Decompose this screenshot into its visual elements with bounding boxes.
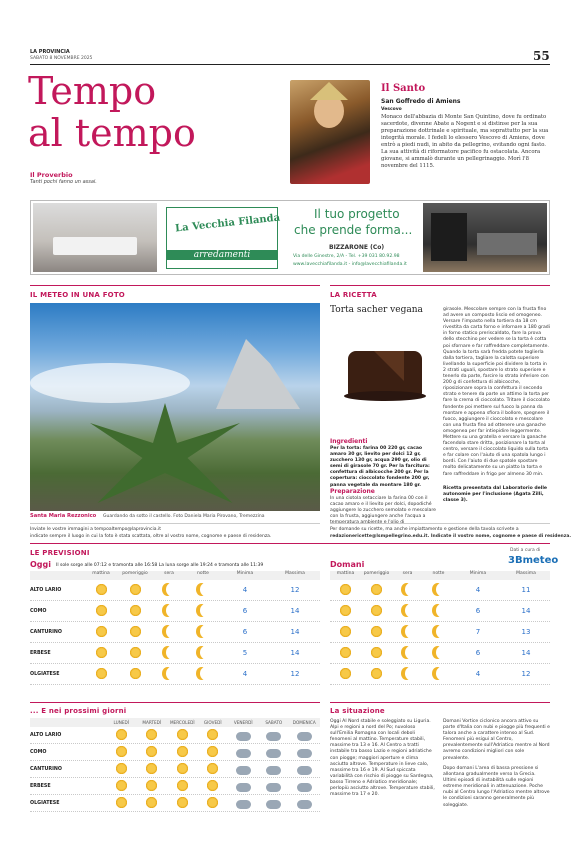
ricetta-rule: [330, 285, 550, 286]
foto-caption-title: Santa Maria Rezzonico: [30, 513, 97, 519]
domani-label: Domani: [330, 560, 365, 569]
city-label: OLGIATESE: [30, 800, 60, 806]
temp-max: 13: [521, 628, 531, 636]
outlook-row: [30, 744, 320, 761]
sun-icon: [95, 604, 108, 617]
proverbio-text: Tanti pochi fanno un assai.: [30, 179, 97, 185]
cloud-icon: [266, 749, 281, 758]
oggi-astro: Il sole sorge alle 07:12 e tramonta alle 16:58 La luna sorge alle 19:24 e tramonta alle 11:39: [56, 563, 264, 568]
ad-slogan-1: Il tuo progetto: [314, 207, 400, 221]
moon-icon: [405, 583, 416, 596]
sun-icon: [370, 583, 383, 596]
foto-heading: IL METEO IN UNA FOTO: [30, 291, 125, 299]
col-minima: Minima: [236, 571, 254, 576]
col-pomeriggio: pomeriggio: [122, 571, 148, 576]
sun-icon: [95, 667, 108, 680]
cloud-icon: [236, 749, 251, 758]
paper-name: LA PROVINCIA: [30, 49, 70, 55]
city-label: COMO: [30, 749, 47, 755]
cake-photo: [330, 321, 437, 432]
ricetta-col3: girasole. Mescolare sempre con la frusta fino ad avere un composto liscio ed omogeneo. Versare l'impasto nella tortiera da 18 cm rivestita da carta forno e infornare a 180 gradi in forno statico preriscaldato, fare la prova dello stecchino per vedere se la torta è cotta poi sfornare e far raffreddare completamente. Quando la torta sarà fredda potete toglierla dalla tortiera, tagliare la calotta superiore livellando la superficie poi dividere la torta in 2 strati uguali, spostare lo strato superiore e tenerlo da parte, farcire lo strato inferiore con 200 g di confettura di albicocche, riposizionare sopra la confettura il secondo strato e tenere da parte un attimo la torta per fare la crema di cioccolato. Tritare il cioccolato fondente poi mettere sul fuoco la panna da montare e appena sfiora il bollore, spegnere il fuoco, aggiungere il cioccolato e mescolare con una frusta fino ad ottenere una ganache omogenea per far intiepidire leggermente. Mettere su una gratella e versare la ganache facendola stare dritta, posizionare la torta al centro, versare il cioccolato liquido sulla torta e far colare con l'aiuto di una spatola lungo i bordi. Con l'aiuto di due spatole spostare molto delicatamente su un piatto la torta e fare raffreddare in frigo per almeno 30 min.: [443, 307, 550, 477]
forecast-row-domani: [330, 601, 550, 622]
sun-icon: [339, 583, 352, 596]
moon-icon: [200, 625, 211, 638]
moon-icon: [200, 667, 211, 680]
temp-max: 12: [521, 670, 531, 678]
foto-rule: [30, 285, 320, 286]
moon-icon: [200, 583, 211, 596]
temp-min: 4: [475, 586, 481, 594]
situazione-rule: [330, 702, 550, 703]
temp-max: 14: [290, 628, 300, 636]
temp-min: 4: [242, 670, 248, 678]
sun-icon: [370, 667, 383, 680]
forecast-row-oggi: [30, 664, 320, 685]
city-label: ALTO LARIO: [30, 732, 62, 738]
city-label: ALTO LARIO: [30, 587, 62, 593]
sun-icon: [129, 646, 142, 659]
cloud-icon: [236, 766, 251, 775]
cloud-icon: [266, 783, 281, 792]
prossimi-table: [30, 718, 320, 812]
sun-icon: [339, 604, 352, 617]
sun-icon: [115, 779, 128, 792]
santo-name: San Goffredo di Amiens: [381, 98, 461, 105]
santo-role: Vescovo: [381, 107, 402, 112]
city-label: CANTURINO: [30, 766, 62, 772]
sun-icon: [95, 625, 108, 638]
temp-max: 14: [290, 649, 300, 657]
moon-icon: [405, 646, 416, 659]
ingredienti-text: Per la torta: farina 00 220 gr, cacao amaro 30 gr, lievito per dolci 12 gr, zucchero 130 gr, acqua 290 gr, olio di semi di girasole 70 gr. Per la farcitura: confettura di albicocche 200 gr. Per la copertura: cioccolato fondente 200 gr, panna vegetale da montare 180 gr.: [330, 446, 430, 488]
moon-icon: [166, 646, 177, 659]
sun-icon: [95, 583, 108, 596]
ad-photo-bedroom: [33, 203, 157, 272]
temp-max: 12: [290, 670, 300, 678]
sun-icon: [176, 745, 189, 758]
meteo-credit-logo: 3Bmeteo: [508, 555, 559, 566]
outlook-row: [30, 778, 320, 795]
day-label: MARTEDÌ: [142, 720, 162, 725]
sun-icon: [115, 745, 128, 758]
temp-max: 14: [521, 649, 531, 657]
page-title-line2: al tempo: [28, 111, 196, 155]
sun-icon: [129, 667, 142, 680]
sun-icon: [145, 779, 158, 792]
col-sera: sera: [402, 571, 413, 576]
cloud-icon: [266, 766, 281, 775]
cloud-icon: [297, 783, 312, 792]
sun-icon: [206, 779, 219, 792]
col-sera: sera: [164, 571, 174, 576]
moon-icon: [405, 625, 416, 638]
sun-icon: [176, 728, 189, 741]
forecast-row-domani: [330, 664, 550, 685]
day-label: MERCOLEDÌ: [169, 720, 195, 725]
ricetta-heading: LA RICETTA: [330, 291, 377, 299]
issue-date: SABATO 8 NOVEMBRE 2025: [30, 56, 93, 61]
ad-banner[interactable]: [30, 200, 550, 275]
city-label: ERBESE: [30, 650, 51, 656]
sun-icon: [370, 625, 383, 638]
ricetta-note-1: Per domande su ricette, ma anche impiattamento e gestione della tavola scrivete a: [330, 527, 519, 532]
cloud-icon: [266, 800, 281, 809]
situazione-left: Oggi Al Nord stabile e soleggiato su Liguria. Alpi e regioni a nord del Po; nuvoloso sull'Emilia Romagna con locali deboli fenomeni al mattino. Temperature stabili, massime tra 13 e 16. Al Centro a tratti instabile tra basso Lazio e regioni adriatiche con piogge; maggiori aperture e clima asciutto altrove. Temperature in lieve calo, massime tra 16 e 19. Al Sud spiccata variabilità con rischio di piogge su Sardegna, basso Tirreno e Adriatico meridionale; perlopiù asciutto altrove. Temperature stabili, massime tra 17 e 20.: [330, 719, 435, 798]
forecast-row-domani: [330, 580, 550, 601]
foto-rule-bottom: [30, 523, 320, 524]
prossimi-heading: ... E nei prossimi giorni: [30, 707, 127, 715]
moon-icon: [166, 667, 177, 680]
page-title-line1: Tempo: [28, 69, 157, 113]
day-label: VENERDÌ: [233, 720, 253, 725]
temp-max: 12: [290, 586, 300, 594]
ricetta-rule-bottom: [330, 523, 550, 524]
day-label: DOMENICA: [292, 720, 316, 725]
col-massima: Massima: [516, 571, 536, 576]
ad-photo-kitchen: [423, 203, 547, 272]
col-massima: Massima: [285, 571, 305, 576]
meteo-credit-pre: Dati a cura di: [510, 548, 541, 553]
masthead-rule: [30, 64, 550, 65]
col-mattina: mattina: [336, 571, 355, 576]
sun-icon: [115, 762, 128, 775]
city-label: OLGIATESE: [30, 671, 60, 677]
sun-icon: [206, 728, 219, 741]
santo-portrait: [290, 80, 370, 184]
col-pomeriggio: pomeriggio: [363, 571, 390, 576]
moon-icon: [436, 667, 447, 680]
sun-icon: [95, 646, 108, 659]
cloud-icon: [236, 783, 251, 792]
temp-min: 6: [475, 607, 481, 615]
ad-sub: arredamenti: [167, 250, 277, 260]
temp-min: 6: [242, 607, 248, 615]
situazione-right-2: Dopo domani L'area di bassa pressione si allontana gradualmente verso la Grecia. Ultimi episodi di instabilità sulle regioni estreme meridionali in attenuazione. Poche nubi al Centro lungo l'Adriatico mentre altrove le condizioni saranno generalmente più soleggiate.: [443, 766, 550, 808]
sun-icon: [339, 646, 352, 659]
sun-icon: [129, 604, 142, 617]
temp-min: 4: [475, 670, 481, 678]
col-notte: notte: [432, 571, 445, 576]
prossimi-rule: [30, 702, 320, 703]
sun-icon: [206, 745, 219, 758]
santo-heading: Il Santo: [381, 83, 426, 94]
preparazione-text: In una ciotola setacciare la farina 00 con il cacao amaro e il lievito per dolci, dopodiché aggiungere lo zucchero semolato e mescolare con la frusta, aggiungere anche l'acqua a temperatura ambiente e l'olio di: [330, 496, 436, 526]
situazione-heading: La situazione: [330, 707, 385, 715]
sun-icon: [115, 796, 128, 809]
forecast-row-domani: [330, 643, 550, 664]
col-notte: notte: [197, 571, 209, 576]
sun-icon: [339, 625, 352, 638]
col-mattina: mattina: [92, 571, 110, 576]
temp-min: 6: [242, 628, 248, 636]
moon-icon: [200, 646, 211, 659]
moon-icon: [405, 604, 416, 617]
forecast-row-oggi: [30, 643, 320, 664]
cloud-icon: [297, 800, 312, 809]
cloud-icon: [236, 732, 251, 741]
cloud-icon: [236, 800, 251, 809]
day-label: GIOVEDÌ: [203, 720, 222, 725]
moon-icon: [405, 667, 416, 680]
ad-logo: [166, 207, 281, 269]
temp-min: 7: [475, 628, 481, 636]
weather-photo: [30, 303, 320, 511]
sun-icon: [339, 667, 352, 680]
sun-icon: [370, 646, 383, 659]
forecast-row-oggi: [30, 601, 320, 622]
cloud-icon: [297, 732, 312, 741]
forecast-row-domani: [330, 622, 550, 643]
ad-slogan-2: che prende forma...: [294, 223, 413, 237]
situazione-right-1: Domani Vortice ciclonico ancora attivo su parte d'Italia con nubi e piogge più frequenti e talora anche a carattere intenso al Sud. Fenomeni più esigui al Centro, prevalentemente sull'Adriatico mentre al Nord avremo condizioni migliori con sole prevalente.: [443, 719, 550, 761]
domani-table: [330, 571, 550, 685]
foto-caption: Guardando da sotto il castello. Foto Daniela Maria Pirovano, Tremezzina: [103, 514, 265, 519]
city-label: CANTURINO: [30, 629, 62, 635]
ad-web[interactable]: www.lavecchiafilanda.it - info@lavecchiafilanda.it: [293, 262, 407, 267]
page-number: 55: [533, 49, 550, 63]
moon-icon: [436, 625, 447, 638]
ad-place: BIZZARONE (Co): [329, 244, 385, 251]
previsioni-rule: [30, 543, 550, 544]
temp-min: 4: [242, 586, 248, 594]
temp-max: 14: [521, 607, 531, 615]
cloud-icon: [297, 766, 312, 775]
sun-icon: [145, 796, 158, 809]
temp-min: 5: [242, 649, 248, 657]
oggi-label: Oggi: [30, 560, 51, 569]
temp-max: 14: [290, 607, 300, 615]
sun-icon: [129, 625, 142, 638]
foto-note-2: indicate sempre il luogo in cui la foto è stata scattata, oltre al vostro nome, cognome e paese di residenza.: [30, 534, 272, 539]
day-label: SABATO: [265, 720, 283, 725]
city-label: ERBESE: [30, 783, 51, 789]
sun-icon: [206, 762, 219, 775]
oggi-table: [30, 571, 320, 685]
moon-icon: [436, 604, 447, 617]
sun-icon: [206, 796, 219, 809]
moon-icon: [166, 604, 177, 617]
moon-icon: [436, 583, 447, 596]
forecast-row-oggi: [30, 580, 320, 601]
city-label: COMO: [30, 608, 47, 614]
outlook-row: [30, 795, 320, 812]
day-label: LUNEDÌ: [113, 720, 129, 725]
temp-max: 11: [521, 586, 531, 594]
sun-icon: [370, 604, 383, 617]
ad-address: Via delle Ginestre, 2/A - Tel. +39 031 80.92.98: [293, 254, 400, 259]
col-minima: Minima: [469, 571, 487, 576]
sun-icon: [145, 745, 158, 758]
sun-icon: [176, 762, 189, 775]
ricetta-credit: Ricetta presentata dal Laboratorio delle autonomie per l'inclusione (Agata Zilli, classe 3).: [443, 486, 548, 504]
proverbio-heading: Il Proverbio: [30, 171, 73, 179]
sun-icon: [176, 779, 189, 792]
ricetta-title: Torta sacher vegana: [330, 305, 423, 315]
outlook-row: [30, 727, 320, 744]
ad-brand: La Vecchia Filanda: [174, 212, 281, 235]
previsioni-heading: LE PREVISIONI: [30, 549, 90, 557]
sun-icon: [145, 728, 158, 741]
temp-min: 6: [475, 649, 481, 657]
outlook-row: [30, 761, 320, 778]
ricetta-note-2: redazionericette@lsmpellegrino.edu.it. Indicate il vostro nome, cognome e paese di residenza.: [330, 534, 572, 539]
moon-icon: [166, 625, 177, 638]
foto-note-1: Inviate le vostre immagini a tempoaltempo@laprovincia.it: [30, 527, 161, 532]
cloud-icon: [297, 749, 312, 758]
sun-icon: [145, 762, 158, 775]
cloud-icon: [266, 732, 281, 741]
sun-icon: [129, 583, 142, 596]
sun-icon: [176, 796, 189, 809]
santo-text: Monaco dell'abbazia di Monte San Quintino, dove fu ordinato sacerdote, divenne Abate a Nogent e si distinse per la sua preparazione dottrinale e spirituale, ma soprattutto per la sua integrità morale. I fedeli lo elessero Vescovo di Amiens, dove entrò a piedi nudi, in abito da pellegrino, evitando ogni fasto. La sua attività di riformatore pacifico fu ostacolata. Ancora giovane, si ammalò durante un pellegrinaggio. Morì l'8 novembre del 1115.: [381, 114, 549, 169]
ingredienti-heading: Ingredienti: [330, 438, 368, 445]
moon-icon: [166, 583, 177, 596]
forecast-row-oggi: [30, 622, 320, 643]
preparazione-heading: Preparazione: [330, 488, 375, 495]
moon-icon: [200, 604, 211, 617]
moon-icon: [436, 646, 447, 659]
sun-icon: [115, 728, 128, 741]
